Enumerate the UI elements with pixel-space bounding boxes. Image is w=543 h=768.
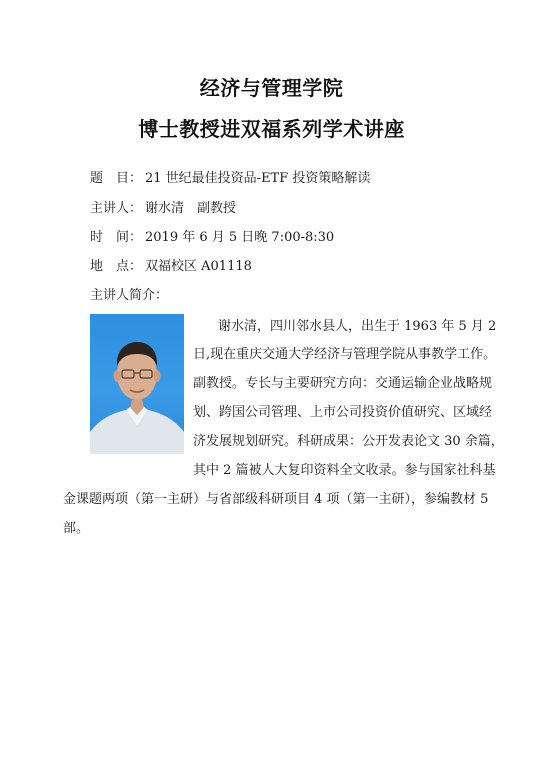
bio-line-8: 部。 xyxy=(63,521,90,536)
page-title-school: 经济与管理学院 xyxy=(199,76,344,100)
speaker-photo xyxy=(90,314,184,454)
bio-line-4: 划、跨国公司管理、上市公司投资价值研究、区域经 xyxy=(193,405,493,420)
page-title-series: 博士教授进双福系列学术讲座 xyxy=(138,117,405,141)
topic-value: 21 世纪最佳投资品-ETF 投资策略解读 xyxy=(145,171,371,186)
place-row xyxy=(90,259,252,275)
intro-label: 主讲人简介： xyxy=(90,288,169,303)
topic-row xyxy=(90,171,370,187)
bio-line-5: 济发展规划研究。科研成果：公开发表论文 30 余篇， xyxy=(193,434,504,449)
speaker-row xyxy=(90,201,236,217)
bio-line-6: 其中 2 篇被人大复印资料全文收录。参与国家社科基 xyxy=(193,463,496,478)
time-value: 2019 年 6 月 5 日晚 7:00-8:30 xyxy=(145,230,335,245)
place-label: 地 点： xyxy=(90,259,143,274)
bio-line-1: 谢水清，四川邻水县人，出生于 1963 年 5 月 2 xyxy=(218,319,497,334)
topic-label: 题 目： xyxy=(90,171,143,186)
place-value: 双福校区 A01118 xyxy=(145,259,252,274)
speaker-label: 主讲人： xyxy=(90,201,143,216)
time-label: 时 间： xyxy=(90,230,143,245)
speaker-value: 谢水清 副教授 xyxy=(145,201,237,216)
bio-line-3: 副教授。专长与主要研究方向：交通运输企业战略规 xyxy=(193,376,493,391)
time-row xyxy=(90,230,334,246)
speaker-portrait-icon xyxy=(90,314,184,454)
bio-line-7: 金课题两项（第一主研）与省部级科研项目 4 项（第一主研），参编教材 5 xyxy=(63,492,489,507)
bio-line-2: 日,现在重庆交通大学经济与管理学院从事教学工作。 xyxy=(193,347,497,362)
